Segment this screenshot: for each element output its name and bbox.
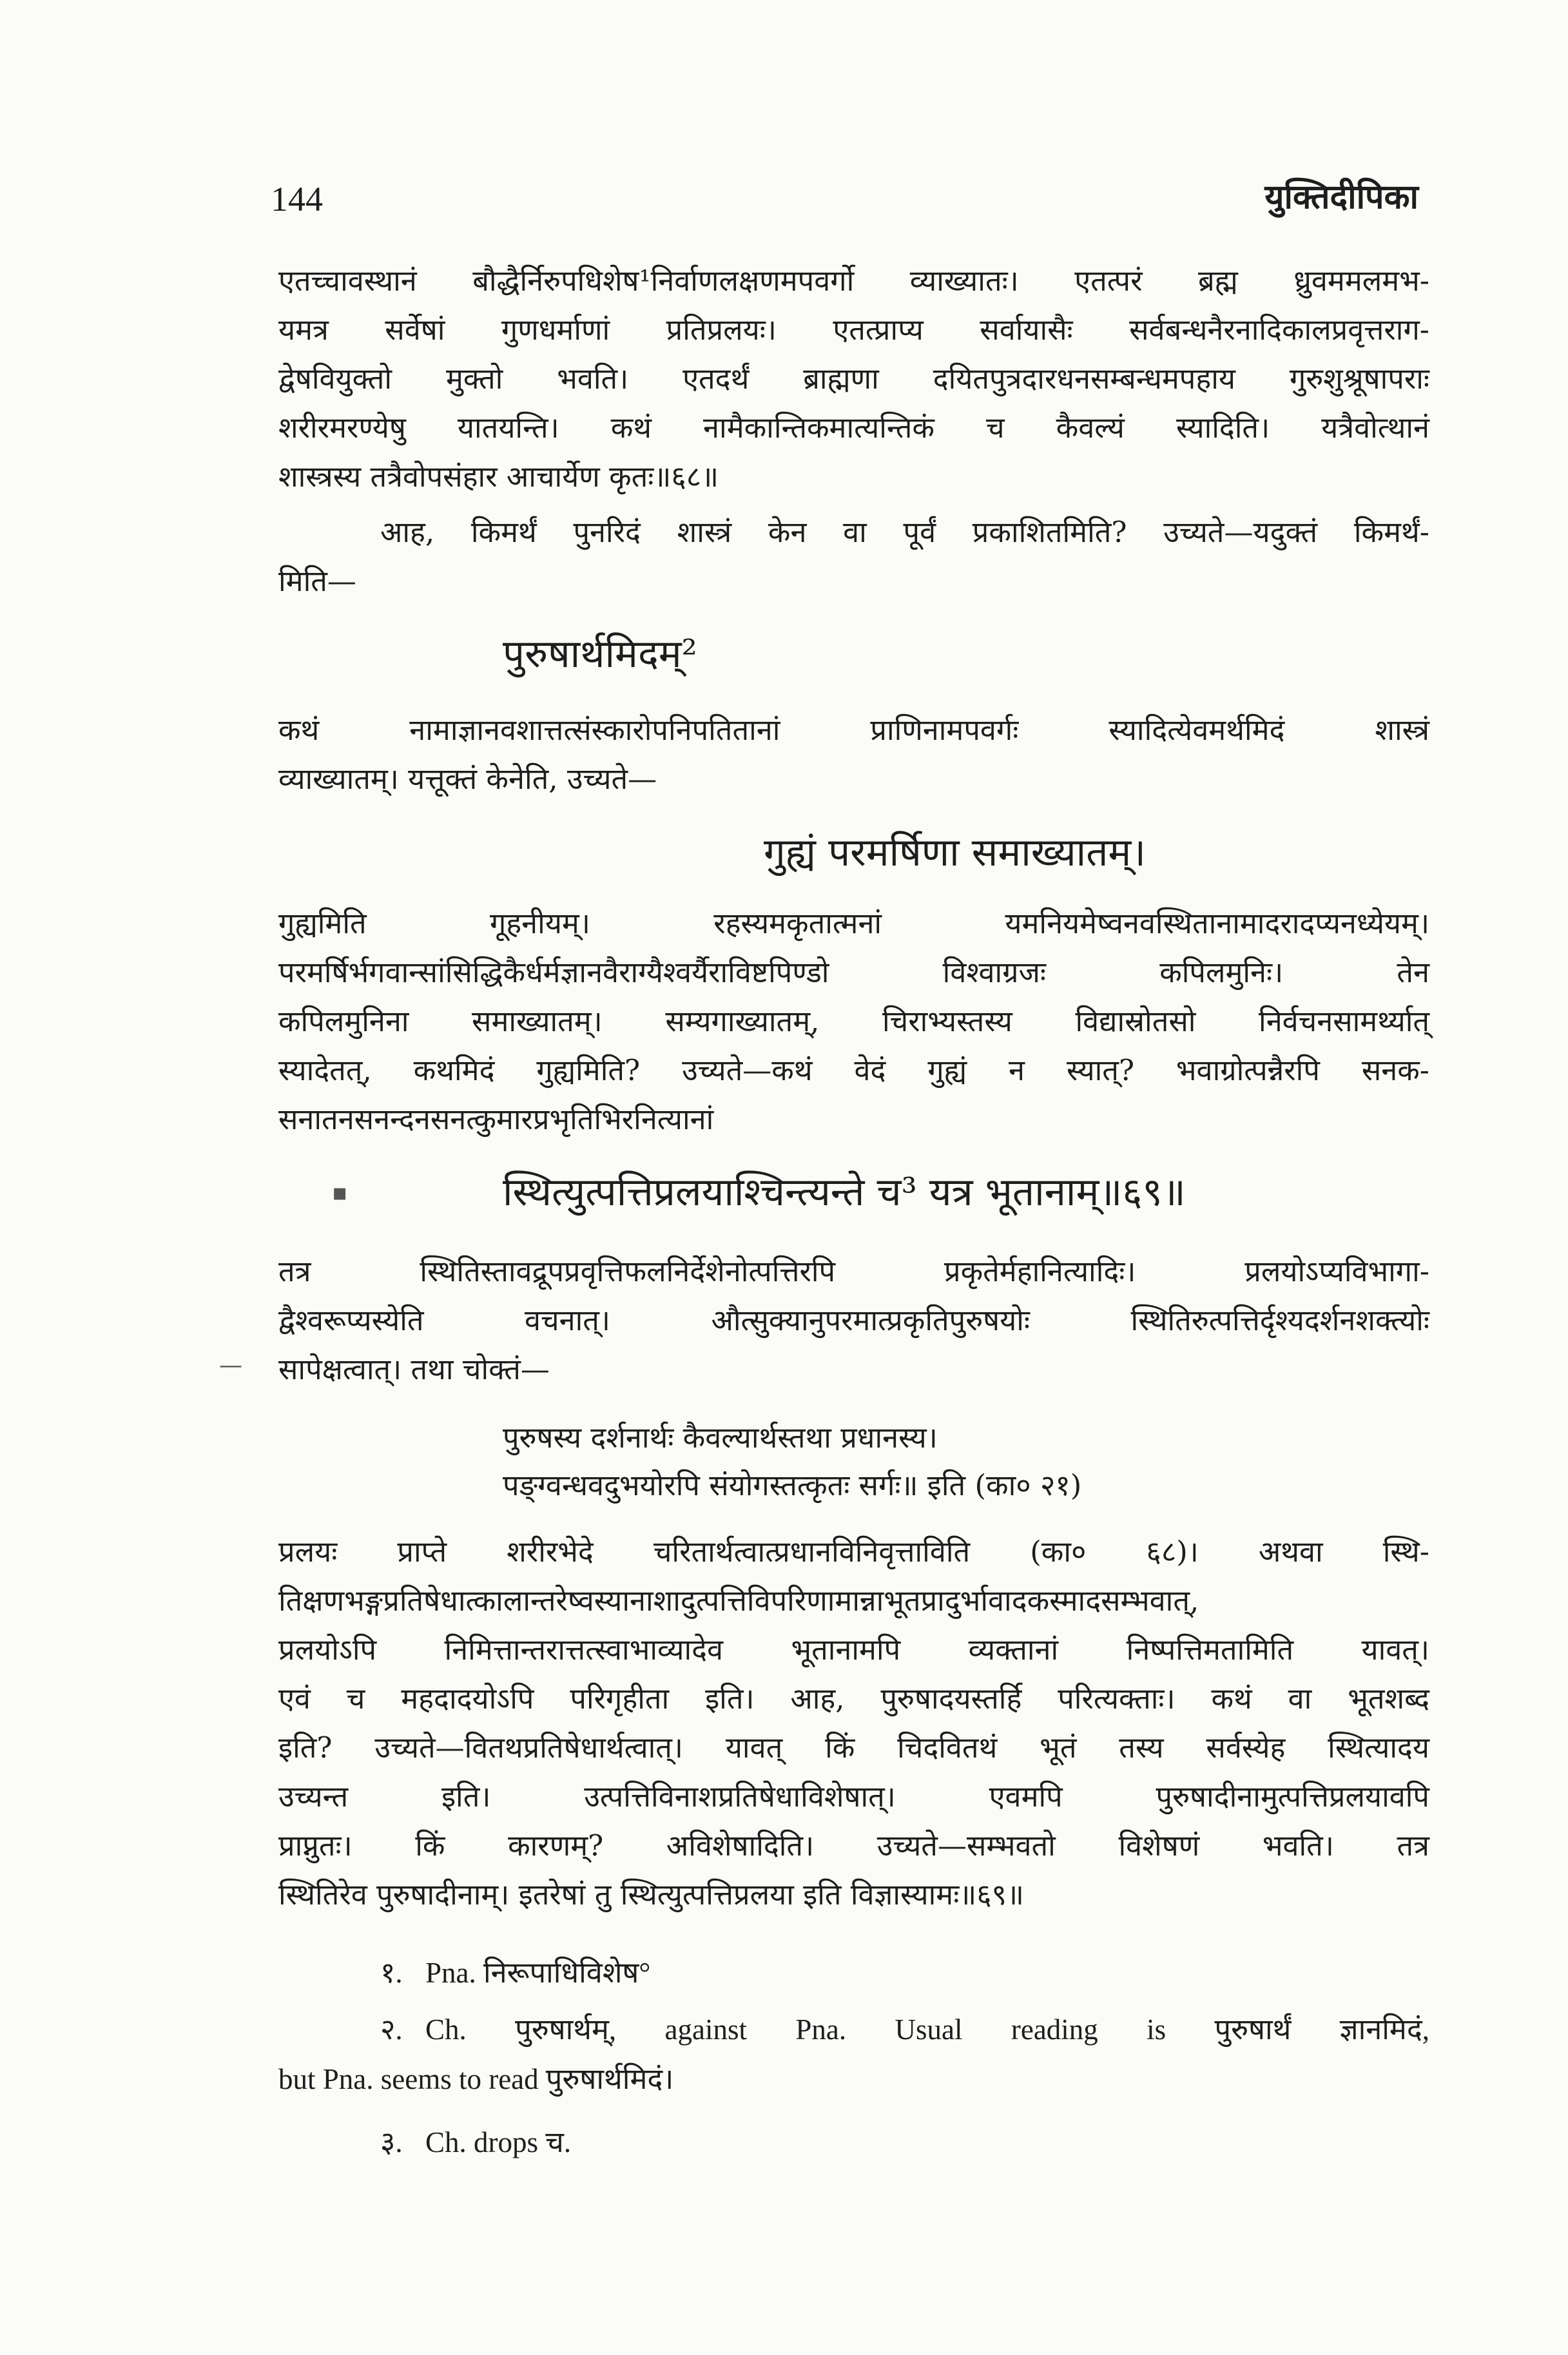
page-number: 144 bbox=[271, 180, 323, 218]
text-line: व्याख्यातम्। यत्तूक्तं केनेति, उच्यते— bbox=[278, 762, 657, 796]
footnote-text: but Pna. seems to read पुरुषार्थमिदं। bbox=[278, 2063, 674, 2095]
text-line: स्यादेतत्, कथमिदं गुह्यमिति? उच्यते—कथं वेदं गुह्यं न स्यात्? भवाग्रोत्पन्नैरपि सनक- bbox=[278, 1053, 1429, 1087]
text-line: द्वैश्वरूप्यस्येति वचनात्। औत्सुक्यानुपरमात्प्रकृतिपुरुषयोः स्थितिरुत्पत्तिर्दृश्यदर्शनशक्त्योः bbox=[278, 1303, 1429, 1337]
text-line: शरीरमरण्येषु यातयन्ति। कथं नामैकान्तिकमात्यन्तिकं च कैवल्यं स्यादिति। यत्रैवोत्थानं bbox=[278, 411, 1429, 445]
text-line: आह, किमर्थं पुनरिदं शास्त्रं केन वा पूर्वं प्रकाशितमिति? उच्यते—यदुक्तं किमर्थं- bbox=[380, 515, 1429, 549]
text-line: उच्यन्त इति। उत्पत्तिविनाशप्रतिषेधाविशेषात्। एवमपि पुरुषादीनामुत्पत्तिप्रलयावपि bbox=[278, 1779, 1429, 1814]
footnote bbox=[380, 2006, 1429, 2053]
text-line: एतच्चावस्थानं बौद्धैर्निरुपधिशेष¹निर्वाणलक्षणमपवर्गो व्याख्यातः। एतत्परं ब्रह्म ध्रुवममलमभ- bbox=[278, 264, 1429, 298]
footnote-text: Ch. पुरुषार्थम्, against Pna. Usual reading is पुरुषार्थं ज्ञानमिदं, bbox=[425, 2013, 1429, 2046]
footnote bbox=[278, 2056, 673, 2102]
text-line: सनातनसनन्दनसनत्कुमारप्रभृतिभिरनित्यानां bbox=[278, 1102, 714, 1136]
text-line: कपिलमुनिना समाख्यातम्। सम्यगाख्यातम्, चिराभ्यस्तस्य विद्यास्रोतसो निर्वचनसामर्थ्यात् bbox=[278, 1004, 1429, 1038]
verse-line: पुरुषस्य दर्शनार्थः कैवल्यार्थस्तथा प्रधानस्य। bbox=[503, 1420, 938, 1455]
text-line: सापेक्षत्वात्। तथा चोक्तं— bbox=[278, 1352, 550, 1386]
footnote-number: १. bbox=[380, 1957, 403, 1989]
text-line: प्रलयः प्राप्ते शरीरभेदे चरितार्थत्वात्प्रधानविनिवृत्ताविति (का० ६८)। अथवा स्थि- bbox=[278, 1535, 1429, 1569]
text-line: इति? उच्यते—वितथप्रतिषेधार्थत्वात्। यावत् किं चिदवितथं भूतं तस्य सर्वस्येह स्थित्यादय bbox=[278, 1730, 1429, 1765]
text-line: स्थितिरेव पुरुषादीनाम्। इतरेषां तु स्थित्युत्पत्तिप्रलया इति विज्ञास्यामः॥६९॥ bbox=[278, 1877, 1025, 1912]
text-line: प्रलयोऽपि निमित्तान्तरात्तत्स्वाभाव्यादेव भूतानामपि व्यक्तानां निष्पत्तिमतामिति यावत्। bbox=[278, 1633, 1429, 1667]
text-line: यमत्र सर्वेषां गुणधर्माणां प्रतिप्रलयः। एतत्प्राप्य सर्वायासैः सर्वबन्धनैरनादिकालप्रवृत्तराग- bbox=[278, 313, 1429, 347]
text-line: गुह्यमिति गूहनीयम्। रहस्यमकृतात्मनां यमनियमेष्वनवस्थितानामादरादप्यनध्येयम्। bbox=[278, 906, 1429, 940]
text-line: कथं नामाज्ञानवशात्तत्संस्कारोपनिपतितानां प्राणिनामपवर्गः स्यादित्येवमर्थमिदं शास्त्रं bbox=[278, 713, 1429, 747]
footnote-number: ३. bbox=[380, 2126, 403, 2158]
footnote-text: Pna. निरूपाधिविशेष° bbox=[425, 1957, 651, 1989]
footnote bbox=[380, 1950, 650, 1996]
footnote-text: Ch. drops च. bbox=[425, 2126, 572, 2158]
text-line: तिक्षणभङ्गप्रतिषेधात्कालान्तरेष्वस्यानाशादुत्पत्तिविपरिणामान्नाभूतप्रादुर्भावादकस्मादसम्भवात्, bbox=[278, 1584, 1199, 1618]
verse-line: पङ्ग्वन्धवदुभयोरपि संयोगस्तत्कृतः सर्गः॥ इति (का० २१) bbox=[503, 1468, 1082, 1502]
lemma-heading: स्थित्युत्पत्तिप्रलयाश्चिन्त्यन्ते च³ यत्र भूतानाम्॥६९॥ bbox=[503, 1170, 1186, 1215]
lemma-heading: पुरुषार्थमिदम्² bbox=[503, 632, 697, 677]
scanned-page: 144 युक्तिदीपिका एतच्चावस्थानं बौद्धैर्निरुपधिशेष¹निर्वाणलक्षणमपवर्गो व्याख्यातः। एतत्परं ब्रह्म ध्रुवममलमभ- यमत्र सर्वेषां गुणधर्माणां प्रतिप्रलयः। एतत्प्राप्य सर्वायासैः सर्वबन्धनैरनादिकालप्रवृत्तराग- द्वेषवियुक्तो मुक्तो भवति। एतदर्थं ब्राह्मणा दयितपुत्रदारधनसम्बन्धमपहाय गुरुशुश्रूषापराः शरीरमरण्येषु यातयन्ति। कथं नामैकान्तिकमात्यन्तिकं च कैवल्यं स्यादिति। यत्रैवोत्थानं शास्त्रस्य तत्रैवोपसंहार आचार्येण कृतः॥६८॥ आह, किमर्थं पुनरिदं शास्त्रं केन वा पूर्वं प्रकाशितमिति? उच्यते—यदुक्तं किमर्थं- मिति— पुरुषार्थमिदम्² कथं नामाज्ञानवशात्तत्संस्कारोपनिपतितानां प्राणिनामपवर्गः स्यादित्येवमर्थमिदं शास्त्रं व्याख्यातम्। यत्तूक्तं केनेति, उच्यते— गुह्यं परमर्षिणा समाख्यातम्। गुह्यमिति गूहनीयम्। रहस्यमकृतात्मनां यमनियमेष्वनवस्थितानामादरादप्यनध्येयम्। परमर्षिर्भगवान्सांसिद्धिकैर्धर्मज्ञानवैराग्यैश्वर्यैराविष्टपिण्डो विश्वाग्रजः कपिलमुनिः। तेन कपिलमुनिना समाख्यातम्। सम्यगाख्यातम्, चिराभ्यस्तस्य विद्यास्रोतसो निर्वचनसामर्थ्यात् स्यादेतत्, कथमिदं गुह्यमिति? उच्यते—कथं वेदं गुह्यं न स्यात्? भवाग्रोत्पन्नैरपि सनक- सनातनसनन्दनसनत्कुमारप्रभृतिभिरनित्यानां ▪ स्थित्युत्पत्तिप्रलयाश्चिन्त्यन्ते च³ यत्र भूतानाम्॥६९॥ तत्र स्थितिस्तावद्रूपप्रवृत्तिफलनिर्देशेनोत्पत्तिरपि प्रकृतेर्महानित्यादिः। प्रलयोऽप्यविभागा- द्वैश्वरूप्यस्येति वचनात्। औत्सुक्यानुपरमात्प्रकृतिपुरुषयोः स्थितिरुत्पत्तिर्दृश्यदर्शनशक्त्योः — सापेक्षत्वात्। तथा चोक्तं— पुरुषस्य दर्शनार्थः कैवल्यार्थस्तथा प्रधानस्य। पङ्ग्वन्धवदुभयोरपि संयोगस्तत्कृतः सर्गः॥ इति (का० २१) प्रलयः प्राप्ते शरीरभेदे चरितार्थत्वात्प्रधानविनिवृत्ताविति (का० ६८)। अथवा स्थि- तिक्षणभङ्गप्रतिषेधात्कालान्तरेष्वस्यानाशादुत्पत्तिविपरिणामान्नाभूतप्रादुर्भावादकस्मादसम्भवात्, प्रलयोऽपि निमित्तान्तरात्तत्स्वाभाव्यादेव भूतानामपि व्यक्तानां निष्पत्तिमतामिति यावत्। एवं च महदादयोऽपि परिगृहीता इति। आह, पुरुषादयस्तर्हि परित्यक्ताः। कथं वा भूतशब्द इति? उच्यते—वितथप्रतिषेधार्थत्वात्। यावत् किं चिदवितथं भूतं तस्य सर्वस्येह स्थित्यादय उच्यन्त इति। उत्पत्तिविनाशप्रतिषेधाविशेषात्। एवमपि पुरुषादीनामुत्पत्तिप्रलयावपि प्राप्नुतः। किं कारणम्? अविशेषादिति। उच्यते—सम्भवतो विशेषणं भवति। तत्र स्थितिरेव पुरुषादीनाम्। इतरेषां तु स्थित्युत्पत्तिप्रलया इति विज्ञास्यामः॥६९॥ १. Pna. निरूपाधिविशेष° २. Ch. पुरुषार्थम्, against Pna. Usual reading is पुरुषार्थं ज्ञानमिदं, but Pna. seems to read पुरुषार्थमिदं। ३. Ch. drops च. bbox=[0, 0, 1568, 2355]
text-line: शास्त्रस्य तत्रैवोपसंहार आचार्येण कृतः॥६८॥ bbox=[278, 460, 719, 494]
text-line: मिति— bbox=[278, 564, 356, 598]
text-line: द्वेषवियुक्तो मुक्तो भवति। एतदर्थं ब्राह्मणा दयितपुत्रदारधनसम्बन्धमपहाय गुरुशुश्रूषापराः bbox=[278, 362, 1429, 396]
text-line: एवं च महदादयोऽपि परिगृहीता इति। आह, पुरुषादयस्तर्हि परित्यक्ताः। कथं वा भूतशब्द bbox=[278, 1681, 1429, 1716]
running-title: युक्तिदीपिका bbox=[1264, 177, 1418, 217]
lemma-heading: गुह्यं परमर्षिणा समाख्यातम्। bbox=[764, 830, 1147, 875]
text-line: तत्र स्थितिस्तावद्रूपप्रवृत्तिफलनिर्देशेनोत्पत्तिरपि प्रकृतेर्महानित्यादिः। प्रलयोऽप्यविभागा- bbox=[278, 1254, 1429, 1288]
footnote bbox=[380, 2119, 571, 2166]
text-line: प्राप्नुतः। किं कारणम्? अविशेषादिति। उच्यते—सम्भवतो विशेषणं भवति। तत्र bbox=[278, 1828, 1429, 1863]
text-line: परमर्षिर्भगवान्सांसिद्धिकैर्धर्मज्ञानवैराग्यैश्वर्यैराविष्टपिण्डो विश्वाग्रजः कपिलमुनिः। तेन bbox=[278, 955, 1429, 989]
footnote-number: २. bbox=[380, 2013, 403, 2046]
